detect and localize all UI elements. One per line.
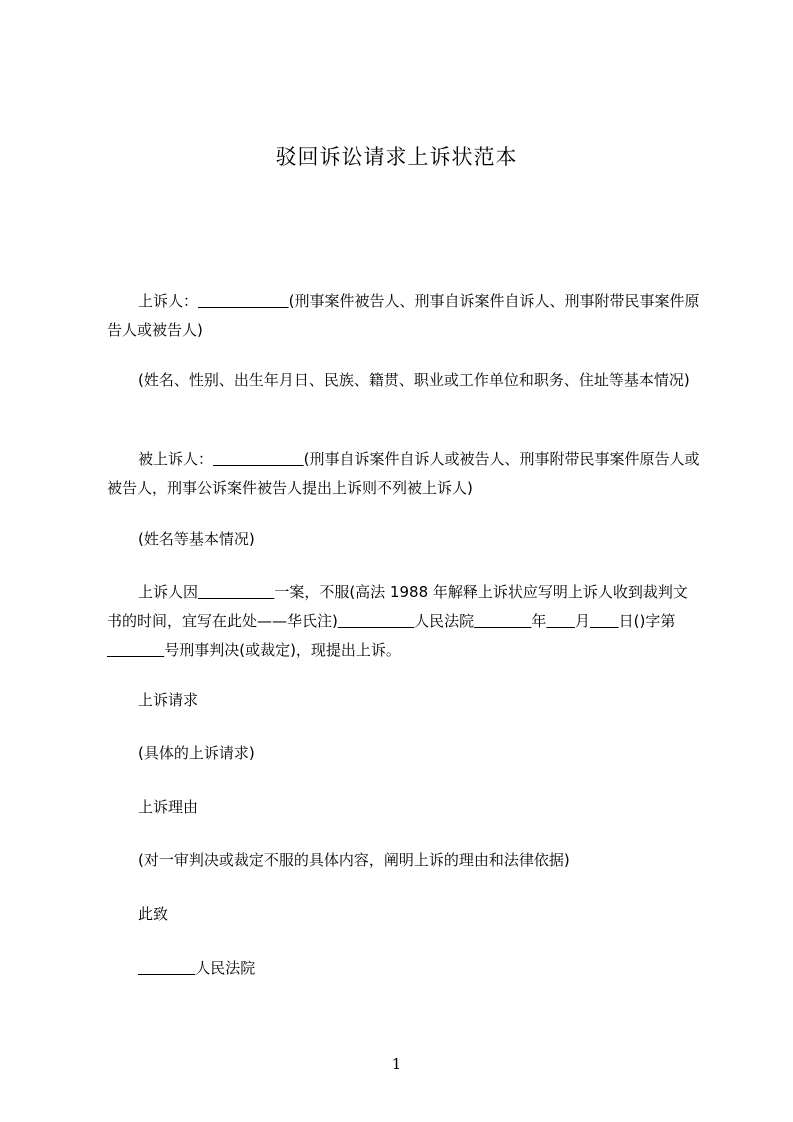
appellant-paragraph [107, 287, 700, 345]
cause-text-2: 一案，不服(高法 1988 年解释上诉状应写明上诉人收到裁判文书的时间，宜写在此处——华氏注) [107, 583, 688, 630]
reason-heading: 上诉理由 [138, 798, 199, 816]
case-number-blank [107, 641, 164, 659]
cause-text-4: 年 [531, 612, 547, 630]
request-heading: 上诉请求 [138, 691, 199, 709]
document-title: 驳回诉讼请求上诉状范本 [275, 145, 518, 169]
court-name-blank-final [138, 959, 195, 977]
appellee-note: (刑事自诉案件自诉人或被告人、刑事附带民事案件原告人或被告人，刑事公诉案件被告人提出上诉则不列被上诉人) [107, 450, 700, 497]
appellee-paragraph [107, 445, 700, 503]
day-blank [590, 612, 619, 630]
appellant-note: (刑事案件被告人、刑事自诉案件自诉人、刑事附带民事案件原告人或被告人) [107, 292, 700, 339]
cause-text-1: 上诉人因 [138, 583, 199, 601]
appellant-label: 上诉人： [138, 292, 199, 310]
appellee-info-paragraph: (姓名等基本情况) [138, 530, 255, 548]
cause-text-7: 号刑事判决(或裁定)，现提出上诉。 [164, 641, 401, 659]
cause-text-5: 月 [575, 612, 591, 630]
case-name-blank [198, 583, 274, 601]
court-name-blank [338, 612, 414, 630]
reason-content: (对一审判决或裁定不服的具体内容，阐明上诉的理由和法律依据) [138, 851, 570, 869]
year-blank [474, 612, 531, 630]
cause-paragraph [107, 578, 700, 665]
request-content: (具体的上诉请求) [138, 744, 255, 762]
month-blank [546, 612, 575, 630]
cause-text-6: 日()字第 [618, 612, 676, 630]
appellee-label: 被上诉人： [138, 450, 214, 468]
cause-text-3: 人民法院 [414, 612, 475, 630]
appellee-name-blank [213, 450, 304, 468]
page-number: 1 [391, 1055, 402, 1073]
salutation: 此致 [138, 905, 169, 923]
appellant-name-blank [198, 292, 289, 310]
appellant-info-paragraph: (姓名、性别、出生年月日、民族、籍贯、职业或工作单位和职务、住址等基本情况) [138, 371, 690, 389]
court-label: 人民法院 [195, 959, 256, 977]
court-line [107, 954, 700, 983]
